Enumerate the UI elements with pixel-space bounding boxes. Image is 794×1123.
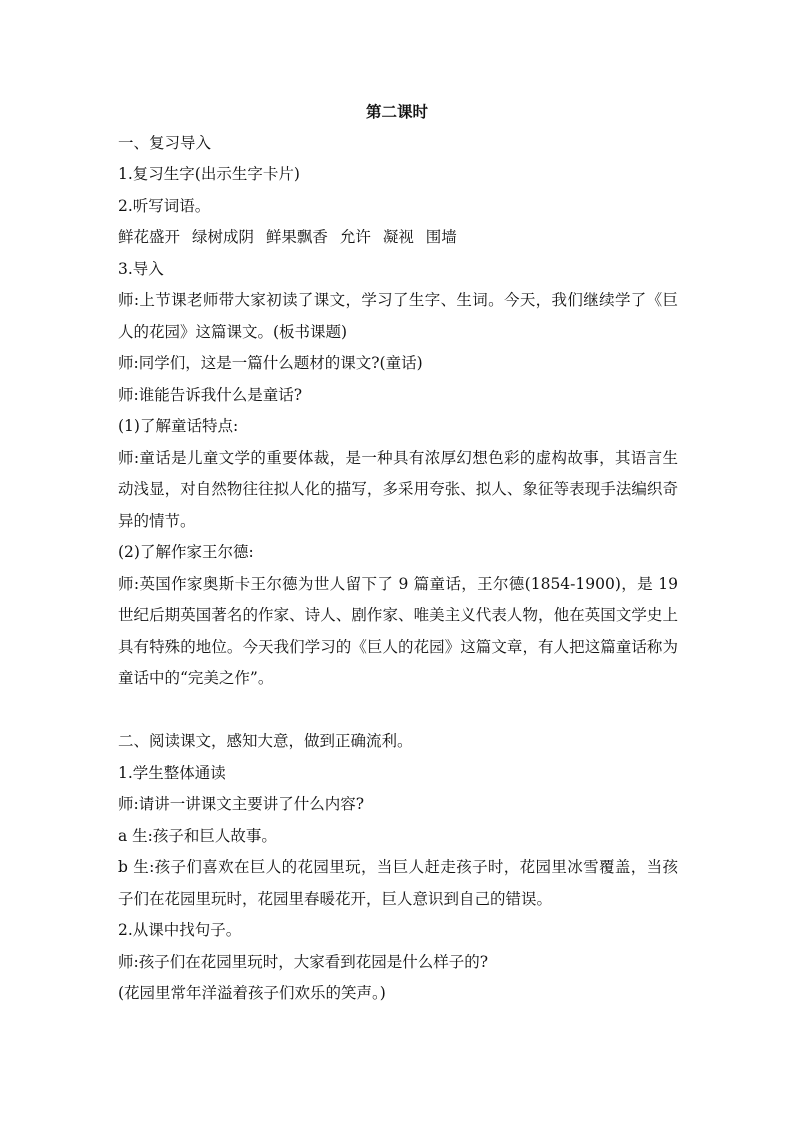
section-heading-review: 一、复习导入 <box>118 133 212 152</box>
vocab-word: 允许 <box>339 228 371 246</box>
text-line: 师:同学们，这是一篇什么题材的课文?(童话) <box>118 354 423 372</box>
text-line: 师:请讲一讲课文主要讲了什么内容? <box>118 795 365 813</box>
vocab-list <box>118 222 676 254</box>
paragraph: 师:英国作家奥斯卡王尔德为世人留下了 9 篇童话，王尔德(1854-1900)，是 19 世纪后期英国著名的作家、诗人、剧作家、唯美主义代表人物，他在英国文学史上具有特殊的地位。今天我们学习的《巨人的花园》这篇文章，有人把这篇童话称为童话中的“完美之作”。 <box>118 574 678 687</box>
blank-line <box>118 695 676 727</box>
text-line: 3.导入 <box>118 259 164 278</box>
section-heading-reading: 二、阅读课文，感知大意，做到正确流利。 <box>118 732 413 750</box>
page-title: 第二课时 <box>365 102 428 121</box>
vocab-word: 鲜果飘香 <box>265 228 328 246</box>
text-line: a 生:孩子和巨人故事。 <box>118 826 277 845</box>
paragraph: 师:上节课老师带大家初读了课文，学习了生字、生词。今天，我们继续学了《巨人的花园》这篇课文。(板书课题) <box>118 291 678 341</box>
text-line: 2.听写词语。 <box>118 196 211 215</box>
text-line: 2.从课中找句子。 <box>118 921 242 939</box>
vocab-word: 凝视 <box>382 228 414 246</box>
text-line: 师:谁能告诉我什么是童话? <box>118 385 303 404</box>
vocab-word: 鲜花盛开 <box>118 228 181 246</box>
text-line: 师:孩子们在花园里玩时，大家看到花园是什么样子的? <box>118 952 489 971</box>
text-line: 1.学生整体通读 <box>118 763 226 782</box>
vocab-word: 绿树成阴 <box>191 228 254 246</box>
vocab-word: 围墙 <box>425 228 457 246</box>
text-line: (1)了解童话特点: <box>118 417 239 435</box>
paragraph: 师:童话是儿童文学的重要体裁，是一种具有浓厚幻想色彩的虚构故事，其语言生动浅显，对自然物往往拟人化的描写，多采用夸张、拟人、象征等表现手法编织奇异的情节。 <box>118 448 678 530</box>
paragraph: b 生:孩子们喜欢在巨人的花园里玩，当巨人赶走孩子时，花园里冰雪覆盖，当孩子们在花园里玩时，花园里春暖花开，巨人意识到自己的错误。 <box>118 858 678 908</box>
text-line: (2)了解作家王尔德: <box>118 543 254 561</box>
text-line: (花园里常年洋溢着孩子们欢乐的笑声。) <box>118 984 386 1002</box>
text-line: 1.复习生字(出示生字卡片) <box>118 165 300 183</box>
